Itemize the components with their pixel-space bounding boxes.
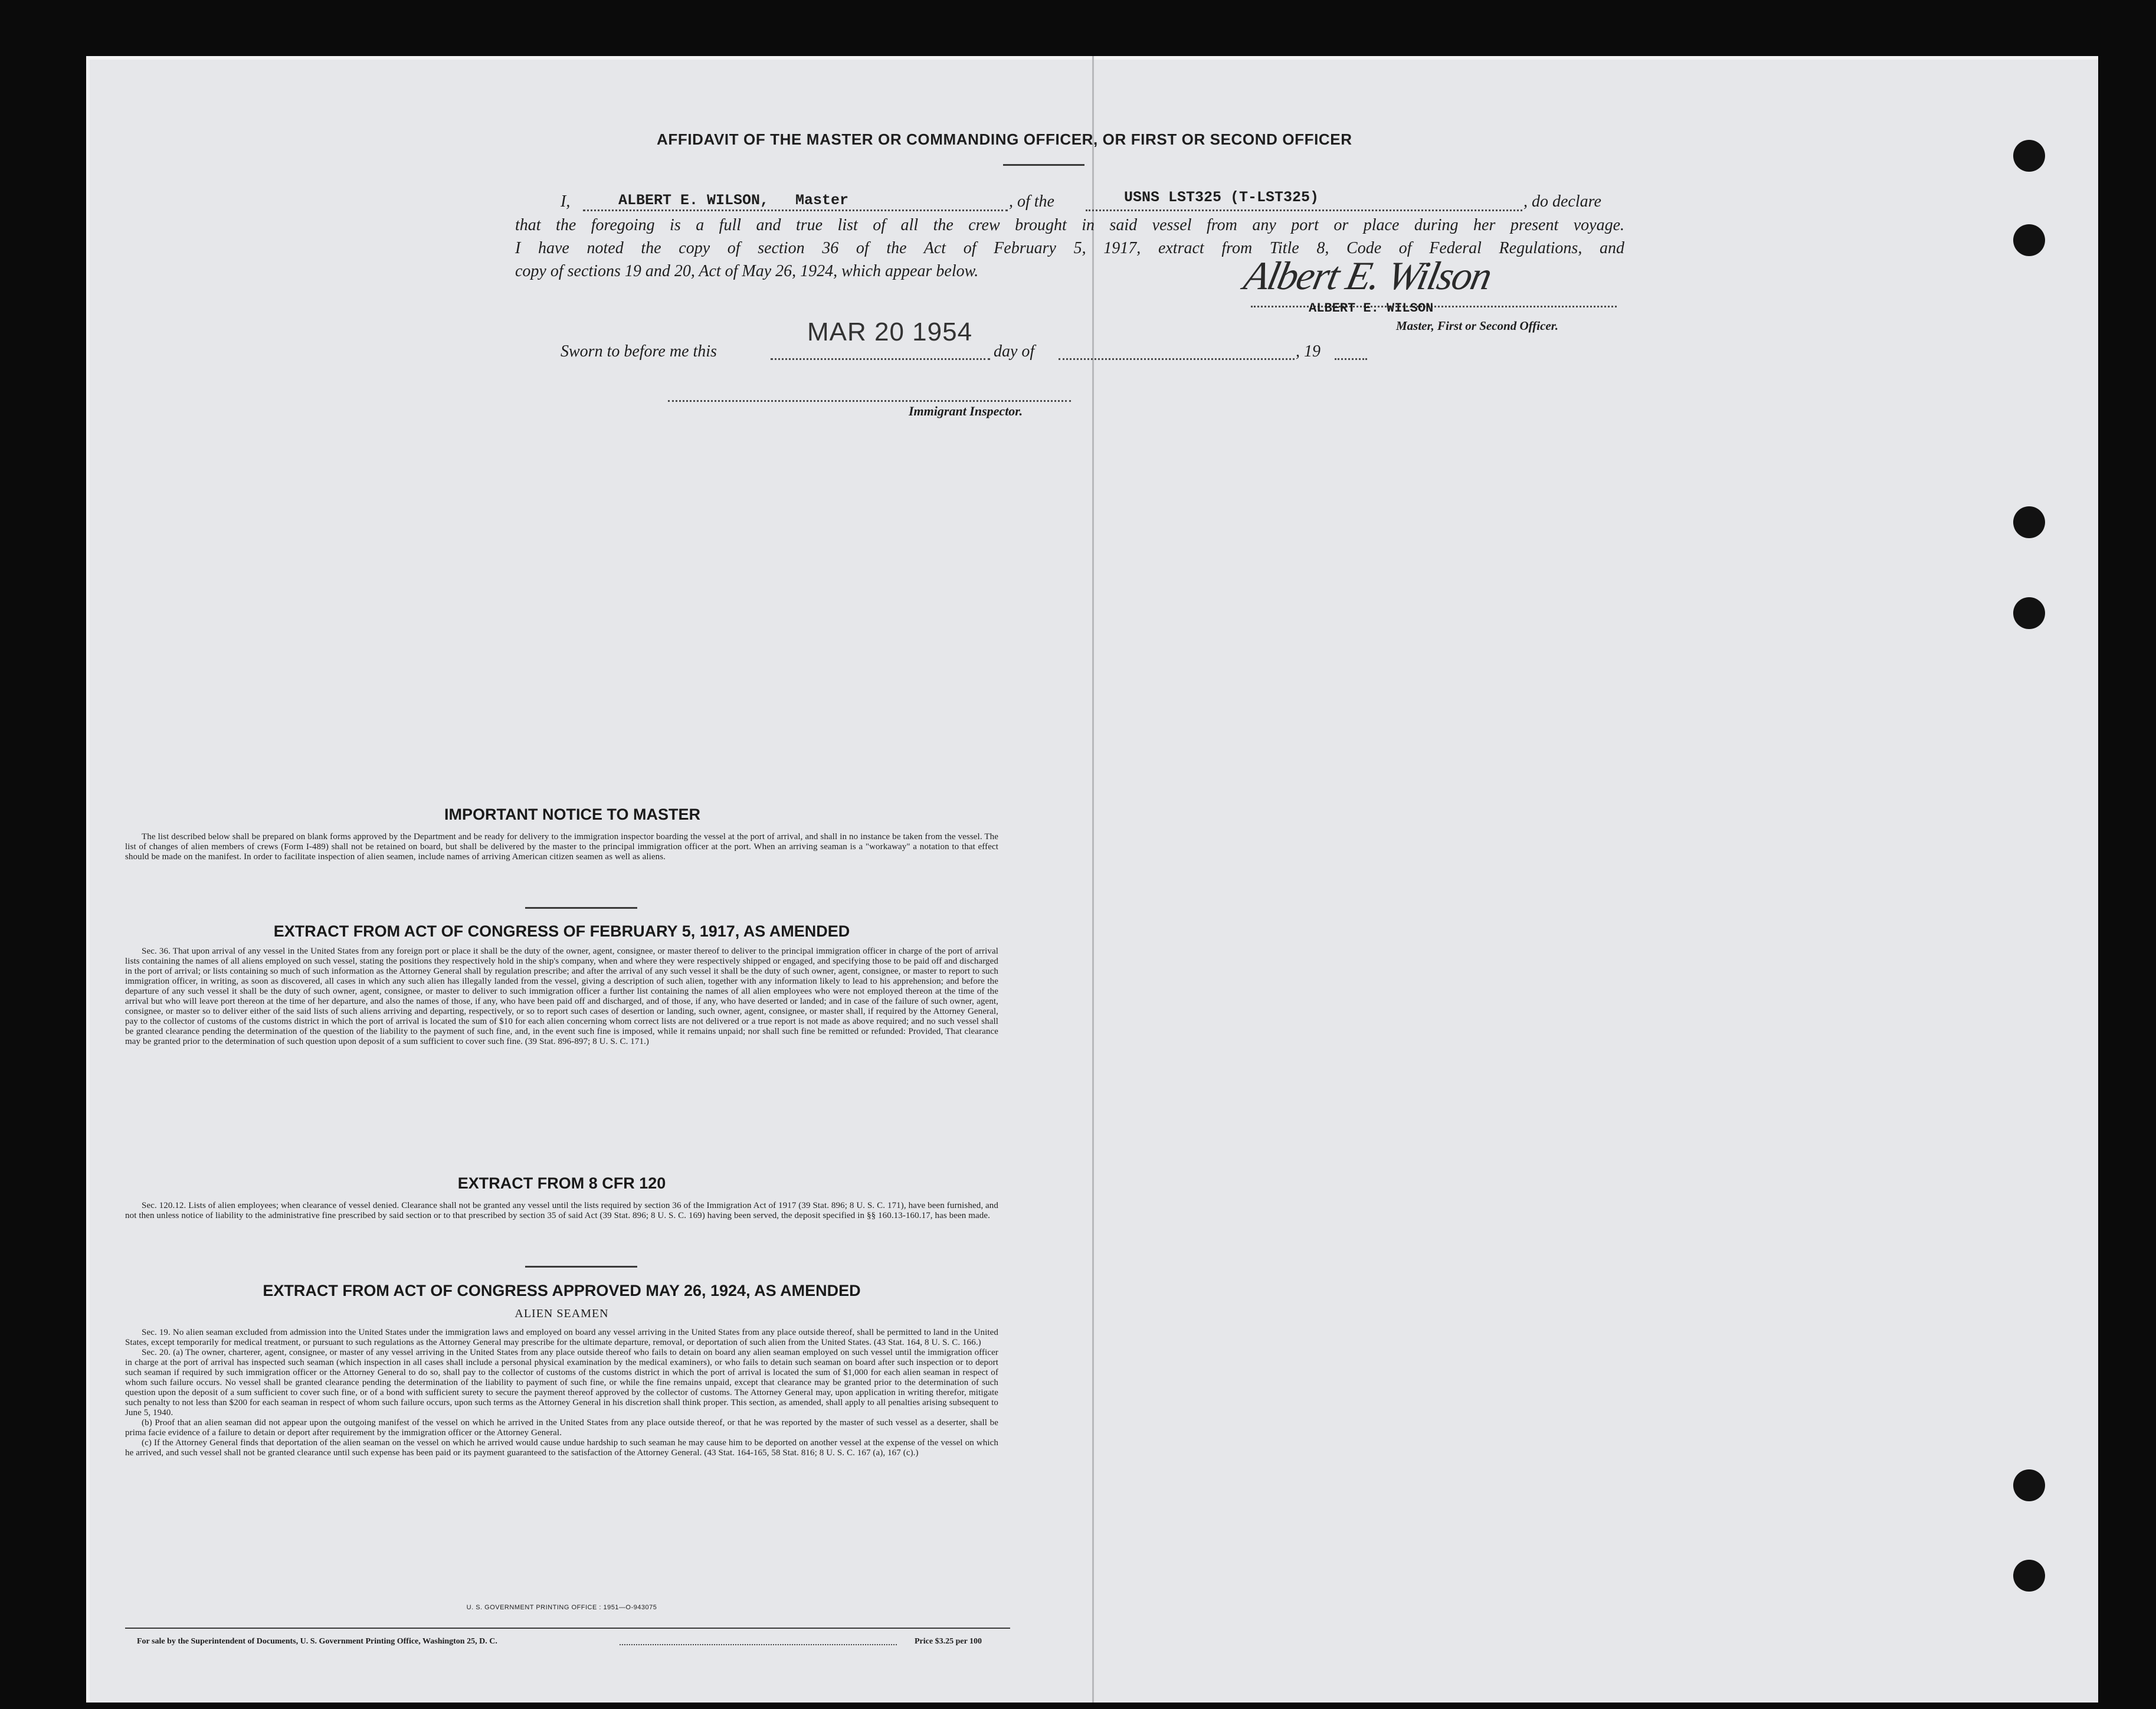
footer-price: Price $3.25 per 100: [915, 1637, 982, 1646]
master-name-line: [583, 209, 1008, 211]
sworn-label: Sworn to before me this: [561, 342, 717, 361]
footer-rule: [125, 1628, 1010, 1629]
affidavit-line2: that the foregoing is a full and true list of all the crew brought in said vessel from any port or place during her present voyage.: [515, 216, 1624, 234]
master-name-field: ALBERT E. WILSON, Master: [618, 192, 849, 209]
notice-title: IMPORTANT NOTICE TO MASTER: [444, 806, 700, 823]
signature: Albert E. Wilson: [1240, 253, 1495, 298]
section-20c-text: (c) If the Attorney General finds that deportation of the alien seaman on the vessel on which he arrived would cause undue hardship to such seaman he may cause him to be deported on another vessel at the expense of the vessel on which he arrived, and such vessel shall not be granted clearance until such expense has been paid or its payment guaranteed to the satisfaction of the Attorney General. (43 Stat. 164-165, 58 Stat. 816; 8 U. S. C. 167 (a), 167 (c).): [125, 1438, 998, 1458]
year-line: [1335, 358, 1367, 360]
sworn-date-line: [771, 358, 990, 360]
affidavit-i-label: I,: [561, 192, 571, 211]
page-fold: [1092, 56, 1094, 1703]
punch-hole: [2013, 1469, 2045, 1501]
vessel-name-line: [1086, 209, 1522, 211]
affidavit-title: AFFIDAVIT OF THE MASTER OR COMMANDING OFFICER, OR FIRST OR SECOND OFFICER: [657, 130, 1352, 148]
month-line: [1059, 358, 1295, 360]
punch-hole: [2013, 1560, 2045, 1592]
inspector-signature-line: [668, 400, 1071, 402]
of-the-label: , of the: [1009, 192, 1054, 211]
section-36-text: Sec. 36. That upon arrival of any vessel in the United States from any foreign port or place it shall be the duty of the owner, agent, consignee, or master thereof to deliver to the principal immigration officer in charge of the port of arrival lists containing the names of all aliens employed on such vessel, stating the positions they respectively hold in the ship's company, when and where they were respectively shipped or engaged, and specifying those to be paid off and discharged in the port of arrival; or lists containing so much of such information as the Attorney General shall by regulation prescribe; and after the arrival of any such vessel it shall be the duty of such owner, agent, consignee, or master to report to such immigration officer, in writing, as soon as discovered, all cases in which any such alien has illegally landed from the vessel, giving a description of such alien, together with any information likely to lead to his apprehension; and before the departure of any such vessel it shall be the duty of such owner, agent, consignee, or master to deliver to such immigration officer a further list containing the names of all alien employees who were not employed thereon at the time of the arrival but who will leave port thereon at the time of her departure, and also the names of those, if any, who have been paid off and discharged, and of those, if any, who have deserted or landed; and in case of the failure of such owner, agent, consignee, or master so to deliver either of the said lists of such aliens arriving and departing, respectively, or so to report such cases of desertion or landing, such owner, agent, consignee, or master shall, if required by the Attorney General, pay to the collector of customs of the customs district in which the port of arrival is located the sum of $10 for each alien concerning whom correct lists are not delivered or a true report is not made as above required; and no such vessel shall be granted clearance pending the determination of the question of the liability to the payment of such fine, and, in the event such fine is imposed, while it remains unpaid; nor shall such fine be remitted or refunded: Provided, That clearance may be granted prior to the determination of such question upon deposit of a sum sufficient to cover such fine. (39 Stat. 896-897; 8 U. S. C. 171.): [125, 947, 998, 1046]
section-20b-text: (b) Proof that an alien seaman did not appear upon the outgoing manifest of the vessel on which he arrived in the United States from any place outside thereof, or that he was reported by the master of such vessel as a deserter, shall be prima facie evidence of a failure to detain or deport after requirement by the immigration officer or the Attorney General.: [125, 1418, 998, 1438]
punch-hole: [2013, 224, 2045, 256]
vessel-name-field: USNS LST325 (T-LST325): [1124, 189, 1319, 206]
day-of-label: day of: [994, 342, 1035, 361]
signature-caption: Master, First or Second Officer.: [1396, 319, 1558, 333]
printing-office-imprint: U. S. GOVERNMENT PRINTING OFFICE : 1951—O-943075: [466, 1604, 657, 1611]
section-20a-text: Sec. 20. (a) The owner, charterer, agent, consignee, or master of any vessel arriving in the United States from any place outside thereof who fails to detain on board any alien seaman employed on such vessel until the immigration officer in charge at the port of arrival has inspected such seaman (which inspection in all cases shall include a personal physical examination by the medical examiners), or who fails to detain such seaman on board after such inspection or to deport such seaman if required by such immigration officer or the Attorney General to do so, shall pay to the collector of customs of the customs district in which the port of arrival is located the sum of $1,000 for each alien seaman in respect of whom such failure occurs. No vessel shall be granted clearance pending the determination of the liability to payment of such fine, or while the fine remains unpaid, except that clearance may be granted prior to the determination of such question upon the deposit of a sum sufficient to cover such fine, or of a bond with sufficient surety to secure the payment thereof approved by the collector of customs. The Attorney General may, upon application in writing therefor, mitigate such penalty to not less than $200 for each seaman in respect of whom such failure occurs, upon such terms as the Attorney General in his discretion shall think proper. This section, as amended, shall apply to all penalties arising subsequent to June 5, 1940.: [125, 1348, 998, 1417]
do-declare-label: , do declare: [1523, 192, 1601, 211]
punch-hole: [2013, 597, 2045, 629]
signature-line: [1251, 306, 1617, 307]
date-stamp: MAR 20 1954: [807, 317, 973, 346]
extract-1917-body: [125, 947, 998, 1047]
extract-cfr-title: EXTRACT FROM 8 CFR 120: [457, 1174, 666, 1192]
alien-seamen-subtitle: ALIEN SEAMEN: [515, 1307, 609, 1320]
inspector-caption: Immigrant Inspector.: [909, 404, 1023, 418]
extract-1924-title: EXTRACT FROM ACT OF CONGRESS APPROVED MAY 26, 1924, AS AMENDED: [263, 1282, 861, 1299]
extract-cfr-body: [125, 1201, 998, 1221]
notice-body: [125, 832, 998, 862]
section-19-text: Sec. 19. No alien seaman excluded from admission into the United States under the immigration laws and employed on board any vessel arriving in the United States from any place outside thereof, shall be permitted to land in the United States, except temporarily for medical treatment, or pursuant to such regulations as the Attorney General may prescribe for the ultimate departure, removal, or deportation of such alien from the United States. (43 Stat. 164, 8 U. S. C. 166.): [125, 1328, 998, 1347]
extract-1924-body: [125, 1328, 998, 1458]
year-prefix: , 19: [1296, 342, 1321, 361]
signature-typed-name: ALBERT E. WILSON: [1309, 301, 1434, 316]
punch-hole: [2013, 140, 2045, 172]
section-120-text: Sec. 120.12. Lists of alien employees; when clearance of vessel denied. Clearance shall not be granted any vessel until the lists required by section 36 of the Immigration Act of 1917 (39 Stat. 896; 8 U. S. C. 171), have been furnished, and not then unless notice of liability to the administrative fine prescribed by said section or to that prescribed by section 35 of said Act (39 Stat. 896; 8 U. S. C. 169) having been served, the deposit specified in §§ 160.13-160.17, has been made.: [125, 1201, 998, 1220]
footer-leader: [620, 1644, 897, 1645]
affidavit-line4: copy of sections 19 and 20, Act of May 26, 1924, which appear below.: [515, 262, 979, 280]
punch-hole: [2013, 506, 2045, 538]
title-rule: [1003, 164, 1084, 166]
affidavit-line3: I have noted the copy of section 36 of the Act of February 5, 1917, extract from Title 8, Code of Federal Regulations, and: [515, 239, 1624, 257]
section-rule: [525, 907, 637, 909]
notice-paragraph: The list described below shall be prepared on blank forms approved by the Department and be ready for delivery to the immigration inspector boarding the vessel at the port of arrival, and shall in no instance be taken from the vessel. The list of changes of alien members of crews (Form I-489) shall not be retained on board, but shall be delivered by the master to the principal immigration officer at the port. When an arriving seaman is a "workaway" a notation to that effect should be made on the manifest. In order to facilitate inspection of alien seamen, include names of arriving American citizen seamen as well as aliens.: [125, 832, 998, 862]
section-rule: [525, 1266, 637, 1268]
footer-sale-note: For sale by the Superintendent of Documents, U. S. Government Printing Office, Washington 25, D. C.: [137, 1637, 497, 1646]
extract-1917-title: EXTRACT FROM ACT OF CONGRESS OF FEBRUARY 5, 1917, AS AMENDED: [273, 922, 850, 940]
